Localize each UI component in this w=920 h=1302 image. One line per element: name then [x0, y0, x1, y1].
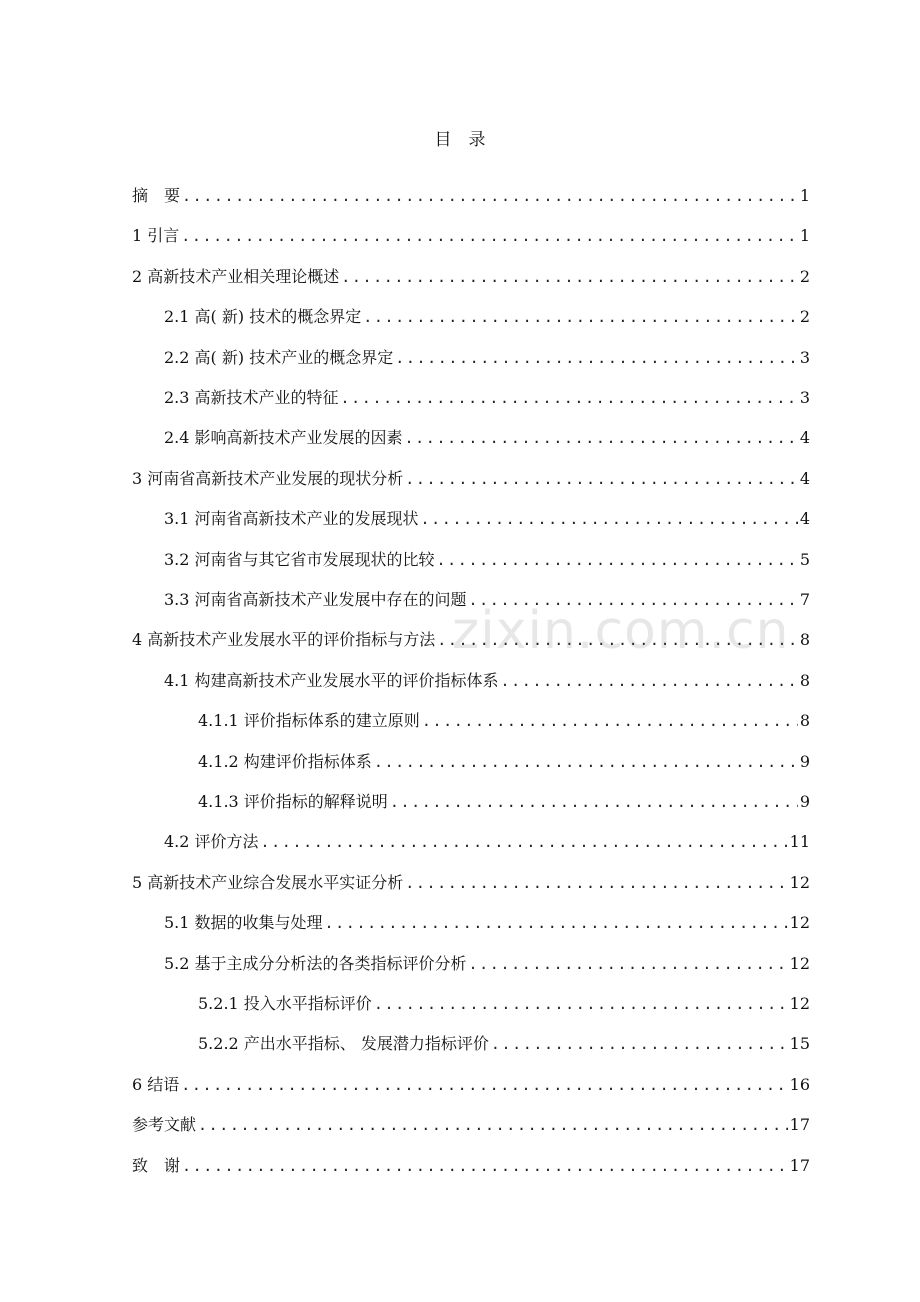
toc-entry: [198, 990, 810, 1018]
toc-entry-page-number: 9: [799, 792, 810, 811]
toc-entry: [164, 303, 810, 331]
toc-entry-label: 2.3 高新技术产业的特征: [164, 388, 339, 407]
toc-entry-label: 3.1 河南省高新技术产业的发展现状: [164, 509, 419, 528]
toc-dot-leader: [181, 1071, 787, 1099]
toc-entry-label: 5.2.1 投入水平指标评价: [198, 994, 372, 1013]
toc-entry-page-number: 17: [789, 1115, 810, 1134]
toc-entry: [198, 707, 810, 735]
toc-entry-label: 2.1 高( 新) 技术的概念界定: [164, 307, 362, 326]
toc-entry-page-number: 2: [799, 267, 810, 286]
toc-dot-leader: [437, 626, 798, 654]
toc-entry-page-number: 12: [789, 873, 810, 892]
toc-entry-label: 5.2 基于主成分分析法的各类指标评价分析: [164, 954, 467, 973]
toc-entry-page-number: 4: [799, 509, 810, 528]
toc-entry-page-number: 12: [789, 994, 810, 1013]
toc-entry-page-number: 1: [799, 186, 810, 205]
toc-dot-leader: [405, 465, 798, 493]
toc-entry-page-number: 1: [799, 226, 810, 245]
toc-entry: [164, 344, 810, 372]
toc-entry-page-number: 5: [799, 550, 810, 569]
toc-entry-label: 5 高新技术产业综合发展水平实证分析: [132, 873, 404, 892]
toc-entry-label: 3 河南省高新技术产业发展的现状分析: [132, 469, 404, 488]
toc-entry: [198, 788, 810, 816]
toc-entry-label: 摘 要: [132, 186, 181, 205]
toc-entry: [198, 1030, 810, 1058]
toc-entry-page-number: 8: [799, 711, 810, 730]
toc-entry: [132, 1071, 810, 1099]
toc-entry-page-number: 4: [799, 428, 810, 447]
toc-dot-leader: [405, 869, 787, 897]
toc-entry: [132, 1111, 810, 1139]
toc-dot-leader: [395, 344, 798, 372]
toc-entry: [132, 465, 810, 493]
toc-dot-leader: [363, 303, 798, 331]
toc-entry-label: 3.3 河南省高新技术产业发展中存在的问题: [164, 590, 467, 609]
toc-dot-leader: [469, 950, 788, 978]
watermark: zixin.com.cn: [452, 601, 790, 661]
toc-entry-label: 2.2 高( 新) 技术产业的概念界定: [164, 348, 394, 367]
toc-entry: [164, 384, 810, 412]
toc-entry-page-number: 9: [799, 752, 810, 771]
toc-entry: [164, 667, 810, 695]
toc-entry: [132, 222, 810, 250]
toc-dot-leader: [325, 909, 788, 937]
toc-dot-leader: [501, 667, 798, 695]
toc-dot-leader: [261, 828, 788, 856]
toc-entry-label: 参考文献: [132, 1115, 197, 1134]
toc-entry-label: 6 结语: [132, 1075, 180, 1094]
toc-dot-leader: [182, 182, 798, 210]
toc-entry-page-number: 7: [799, 590, 810, 609]
toc-dot-leader: [374, 990, 788, 1018]
toc-entry: [132, 263, 810, 291]
toc-entry-label: 4.2 评价方法: [164, 832, 259, 851]
toc-entry: [164, 909, 810, 937]
toc-dot-leader: [437, 546, 798, 574]
toc-dot-leader: [405, 424, 798, 452]
toc-dot-leader: [491, 1030, 788, 1058]
toc-entry-page-number: 15: [789, 1034, 810, 1053]
toc-dot-leader: [422, 707, 798, 735]
toc-entry-page-number: 3: [799, 388, 810, 407]
toc-entry: [164, 586, 810, 614]
toc-entry-label: 5.2.2 产出水平指标、 发展潜力指标评价: [198, 1034, 489, 1053]
toc-dot-leader: [341, 384, 798, 412]
toc-dot-leader: [469, 586, 798, 614]
toc-entry-label: 4.1.3 评价指标的解释说明: [198, 792, 388, 811]
toc-entry: [164, 950, 810, 978]
toc-entry: [164, 828, 810, 856]
toc-entry: [132, 1152, 810, 1180]
toc-dot-leader: [390, 788, 798, 816]
toc-entry-page-number: 2: [799, 307, 810, 326]
toc-entry: [198, 748, 810, 776]
toc-entry-label: 2 高新技术产业相关理论概述: [132, 267, 340, 286]
toc-dot-leader: [341, 263, 798, 291]
toc-entry-page-number: 4: [799, 469, 810, 488]
toc-dot-leader: [421, 505, 798, 533]
toc-entry-page-number: 17: [789, 1156, 810, 1175]
toc-entry-label: 4.1 构建高新技术产业发展水平的评价指标体系: [164, 671, 499, 690]
toc-dot-leader: [182, 1152, 788, 1180]
toc-entry-page-number: 16: [789, 1075, 810, 1094]
toc-entry: [132, 182, 810, 210]
toc-entry-label: 致 谢: [132, 1156, 181, 1175]
toc-dot-leader: [198, 1111, 788, 1139]
toc-entry-label: 2.4 影响高新技术产业发展的因素: [164, 428, 403, 447]
toc-entry-page-number: 11: [789, 832, 810, 851]
toc-entry: [132, 869, 810, 897]
toc-entry-label: 1 引言: [132, 226, 180, 245]
toc-dot-leader: [181, 222, 798, 250]
toc-entry: [164, 505, 810, 533]
toc-entry-label: 4.1.1 评价指标体系的建立原则: [198, 711, 420, 730]
page-title: 目 录: [434, 130, 486, 150]
toc-entry: [132, 626, 810, 654]
toc-entry-label: 3.2 河南省与其它省市发展现状的比较: [164, 550, 435, 569]
toc-entry: [164, 546, 810, 574]
toc-entry-page-number: 8: [799, 630, 810, 649]
toc-entry-label: 5.1 数据的收集与处理: [164, 913, 323, 932]
toc-entry-label: 4.1.2 构建评价指标体系: [198, 752, 372, 771]
toc-entry-page-number: 12: [789, 913, 810, 932]
toc-entry: [164, 424, 810, 452]
toc-entry-page-number: 8: [799, 671, 810, 690]
toc-entry-label: 4 高新技术产业发展水平的评价指标与方法: [132, 630, 436, 649]
toc-entry-page-number: 3: [799, 348, 810, 367]
toc-entry-page-number: 12: [789, 954, 810, 973]
toc-dot-leader: [374, 748, 798, 776]
